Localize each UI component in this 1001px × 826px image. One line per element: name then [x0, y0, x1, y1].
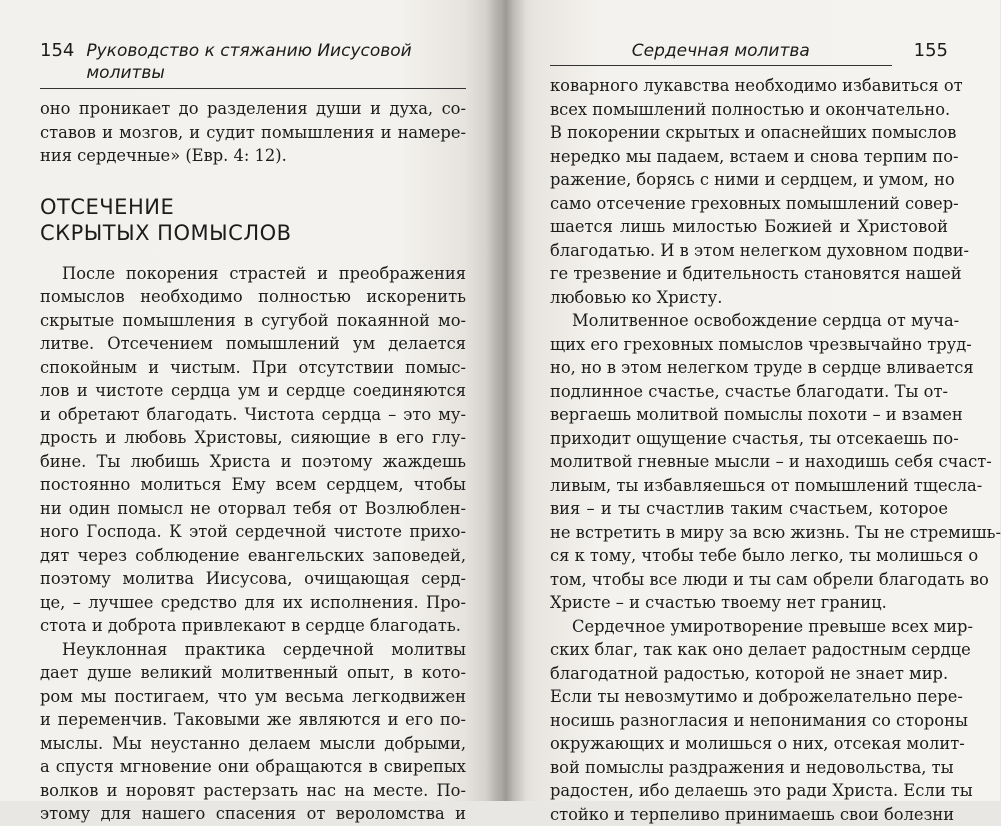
- text-line: дрость и любовь Христовы, сияющие в его глу-: [40, 426, 466, 450]
- right-paragraph-3: [550, 615, 948, 826]
- text-line: оно проникает до разделения души и духа, со-: [40, 97, 466, 121]
- text-line: ром мы постигаем, что ум весьма легкодвижен: [40, 685, 466, 709]
- text-line: мыслы. Мы неустанно делаем мысли добрыми,: [40, 732, 466, 756]
- section-heading: [40, 194, 466, 246]
- text-line: само отсечение греховных помышлений совер-: [550, 192, 948, 216]
- text-line: В покорении скрытых и опаснейших помыслов: [550, 121, 948, 145]
- right-page: [500, 0, 1000, 801]
- text-line: том, чтобы все люди и ты сам обрели благодать во: [550, 568, 948, 592]
- text-line: подлинное счастье, счастье благодати. Ты от-: [550, 380, 948, 404]
- right-paragraph-2: [550, 309, 948, 615]
- text-line: стойко и терпеливо принимаешь свои болезни: [550, 803, 948, 826]
- text-line: постоянно молиться Ему всем сердцем, чтобы: [40, 473, 466, 497]
- text-line: ставов и мозгов, и судит помышления и намере-: [40, 121, 466, 145]
- text-line: ся к тому, чтобы тебе было легко, ты молишься о: [550, 544, 948, 568]
- text-line: приходит ощущение счастья, ты отсекаешь по-: [550, 427, 948, 451]
- text-line: ражение, борясь с ними и сердцем, и умом, но: [550, 168, 948, 192]
- text-line: щих его греховных помыслов чрезвычайно труд-: [550, 333, 948, 357]
- text-line: ни один помысл не оторвал тебя от Возлюблен-: [40, 497, 466, 521]
- text-line: любовью ко Христу.: [550, 286, 948, 310]
- text-line: вергаешь молитвой помыслы похоти – и взамен: [550, 403, 948, 427]
- text-line: ге трезвение и бдительность становятся нашей: [550, 262, 948, 286]
- left-intro-paragraph: [40, 97, 466, 168]
- text-line: Христе – и счастью твоему нет границ.: [550, 591, 948, 615]
- text-line: а спустя мгновение они обращаются в свирепых: [40, 755, 466, 779]
- text-line: лов и чистоте сердца ум и сердце соединяются: [40, 379, 466, 403]
- text-line: нередко мы падаем, встаем и снова терпим по-: [550, 145, 948, 169]
- text-line: Если ты невозмутимо и доброжелательно пере-: [550, 685, 948, 709]
- section-heading-line-2: СКРЫТЫХ ПОМЫСЛОВ: [40, 220, 466, 246]
- text-line: шается лишь милостью Божией и Христовой: [550, 215, 948, 239]
- text-line: дят через соблюдение евангельских заповедей,: [40, 544, 466, 568]
- text-line: ния сердечные» (Евр. 4: 12).: [40, 144, 466, 168]
- left-body: [40, 97, 466, 826]
- text-line: благодатной радостью, которой не знает мир.: [550, 662, 948, 686]
- text-line: спокойным и чистым. При отсутствии помыс-: [40, 356, 466, 380]
- left-running-head: [40, 40, 466, 89]
- text-line: и переменчив. Таковыми же являются и его по-: [40, 708, 466, 732]
- right-paragraph-1: [550, 74, 948, 309]
- text-line: вия – и ты счастлив таким счастьем, которое: [550, 497, 948, 521]
- text-line: коварного лукавства необходимо избавиться от: [550, 74, 948, 98]
- right-body: [550, 74, 948, 826]
- text-line: После покорения страстей и преображения: [40, 262, 466, 286]
- text-line: ских благ, так как оно делает радостным сердце: [550, 638, 948, 662]
- text-line: благодатью. И в этом нелегком духовном подви-: [550, 239, 948, 263]
- text-line: скрытые помышления в сугубой покаянной мо-: [40, 309, 466, 333]
- text-line: носишь разногласия и непонимания со стороны: [550, 709, 948, 733]
- text-line: поэтому молитва Иисусова, очищающая серд-: [40, 567, 466, 591]
- right-running-head: [550, 40, 948, 70]
- text-line: дает душе великий молитвенный опыт, в кото-: [40, 661, 466, 685]
- right-page-number: 155: [914, 40, 948, 62]
- text-line: Неуклонная практика сердечной молитвы: [40, 638, 466, 662]
- text-line: Сердечное умиротворение превыше всех мир-: [550, 615, 948, 639]
- left-page: [0, 0, 500, 801]
- text-line: помыслов необходимо полностью искоренить: [40, 285, 466, 309]
- text-line: молитвой гневные мысли – и находишь себя счаст-: [550, 450, 948, 474]
- left-running-title: Руководство к стяжанию Иисусовой молитвы: [86, 40, 466, 84]
- section-heading-line-1: ОТСЕЧЕНИЕ: [40, 194, 466, 220]
- left-page-number: 154: [40, 40, 74, 62]
- text-line: литве. Отсечением помышлений ум делается: [40, 332, 466, 356]
- text-line: этому для нашего спасения от вероломства и: [40, 802, 466, 826]
- text-line: вой помыслы раздражения и недовольства, ты: [550, 756, 948, 780]
- text-line: волков и норовят растерзать нас на месте. По-: [40, 779, 466, 803]
- left-paragraph-1: [40, 262, 466, 638]
- text-line: всех помышлений полностью и окончательно.: [550, 98, 948, 122]
- text-line: но, но в этом нелегком труде в сердце вливается: [550, 356, 948, 380]
- text-line: Молитвенное освобождение сердца от муча-: [550, 309, 948, 333]
- text-line: не встретить в миру за всю жизнь. Ты не стремишь-: [550, 521, 948, 545]
- left-paragraph-2: [40, 638, 466, 826]
- right-running-title: Сердечная молитва: [550, 40, 892, 66]
- text-line: стота и доброта привлекают в сердце благодать.: [40, 614, 466, 638]
- text-line: и обретают благодать. Чистота сердца – это му-: [40, 403, 466, 427]
- text-line: бине. Ты любишь Христа и поэтому жаждешь: [40, 450, 466, 474]
- text-line: це, – лучшее средство для их исполнения. Про-: [40, 591, 466, 615]
- text-line: ливым, ты избавляешься от помышлений тщесла-: [550, 474, 948, 498]
- text-line: радостен, ибо делаешь это ради Христа. Если ты: [550, 779, 948, 803]
- text-line: ного Господа. К этой сердечной чистоте прихо-: [40, 520, 466, 544]
- text-line: окружающих и молишься о них, отсекая молит-: [550, 732, 948, 756]
